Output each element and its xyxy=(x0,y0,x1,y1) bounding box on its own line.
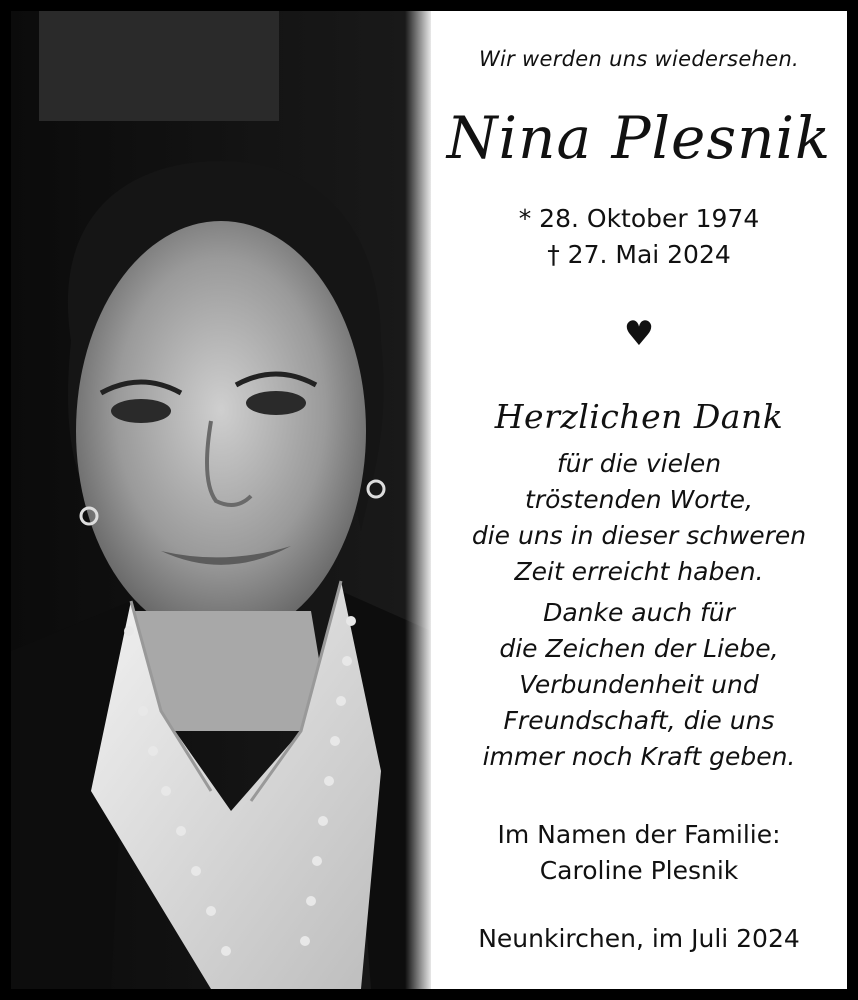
text-line: Verbundenheit und xyxy=(519,670,759,699)
text-line: Danke auch für xyxy=(543,598,735,627)
text-line: die uns in dieser schweren xyxy=(471,521,807,550)
text-line: tröstenden Worte, xyxy=(525,485,753,514)
text-line: Freundschaft, die uns xyxy=(503,706,775,735)
thanks-title: Herzlichen Dank xyxy=(494,397,784,436)
text-line: für die vielen xyxy=(556,449,722,478)
family-intro: Im Namen der Familie: xyxy=(497,820,781,849)
life-dates xyxy=(431,201,847,273)
motto: Wir werden uns wiedersehen. xyxy=(478,47,800,71)
portrait-photo xyxy=(11,11,431,989)
heart-icon: ♥ xyxy=(623,314,655,354)
thanks-paragraph-1 xyxy=(431,446,847,590)
obituary-content xyxy=(11,11,847,989)
deceased-name: Nina Plesnik xyxy=(446,104,832,172)
text-line: immer noch Kraft geben. xyxy=(482,742,796,771)
text-line: Zeit erreicht haben. xyxy=(514,557,764,586)
birth-date: * 28. Oktober 1974 xyxy=(518,204,760,233)
place-date: Neunkirchen, im Juli 2024 xyxy=(478,924,800,953)
family-member: Caroline Plesnik xyxy=(539,856,739,885)
thanks-paragraph-2 xyxy=(431,595,847,775)
obituary-text xyxy=(431,11,847,989)
text-line: die Zeichen der Liebe, xyxy=(499,634,779,663)
portrait-illustration xyxy=(11,11,431,989)
photo-edge-fade xyxy=(405,11,431,989)
family-signature xyxy=(431,817,847,889)
death-date: † 27. Mai 2024 xyxy=(547,240,731,269)
